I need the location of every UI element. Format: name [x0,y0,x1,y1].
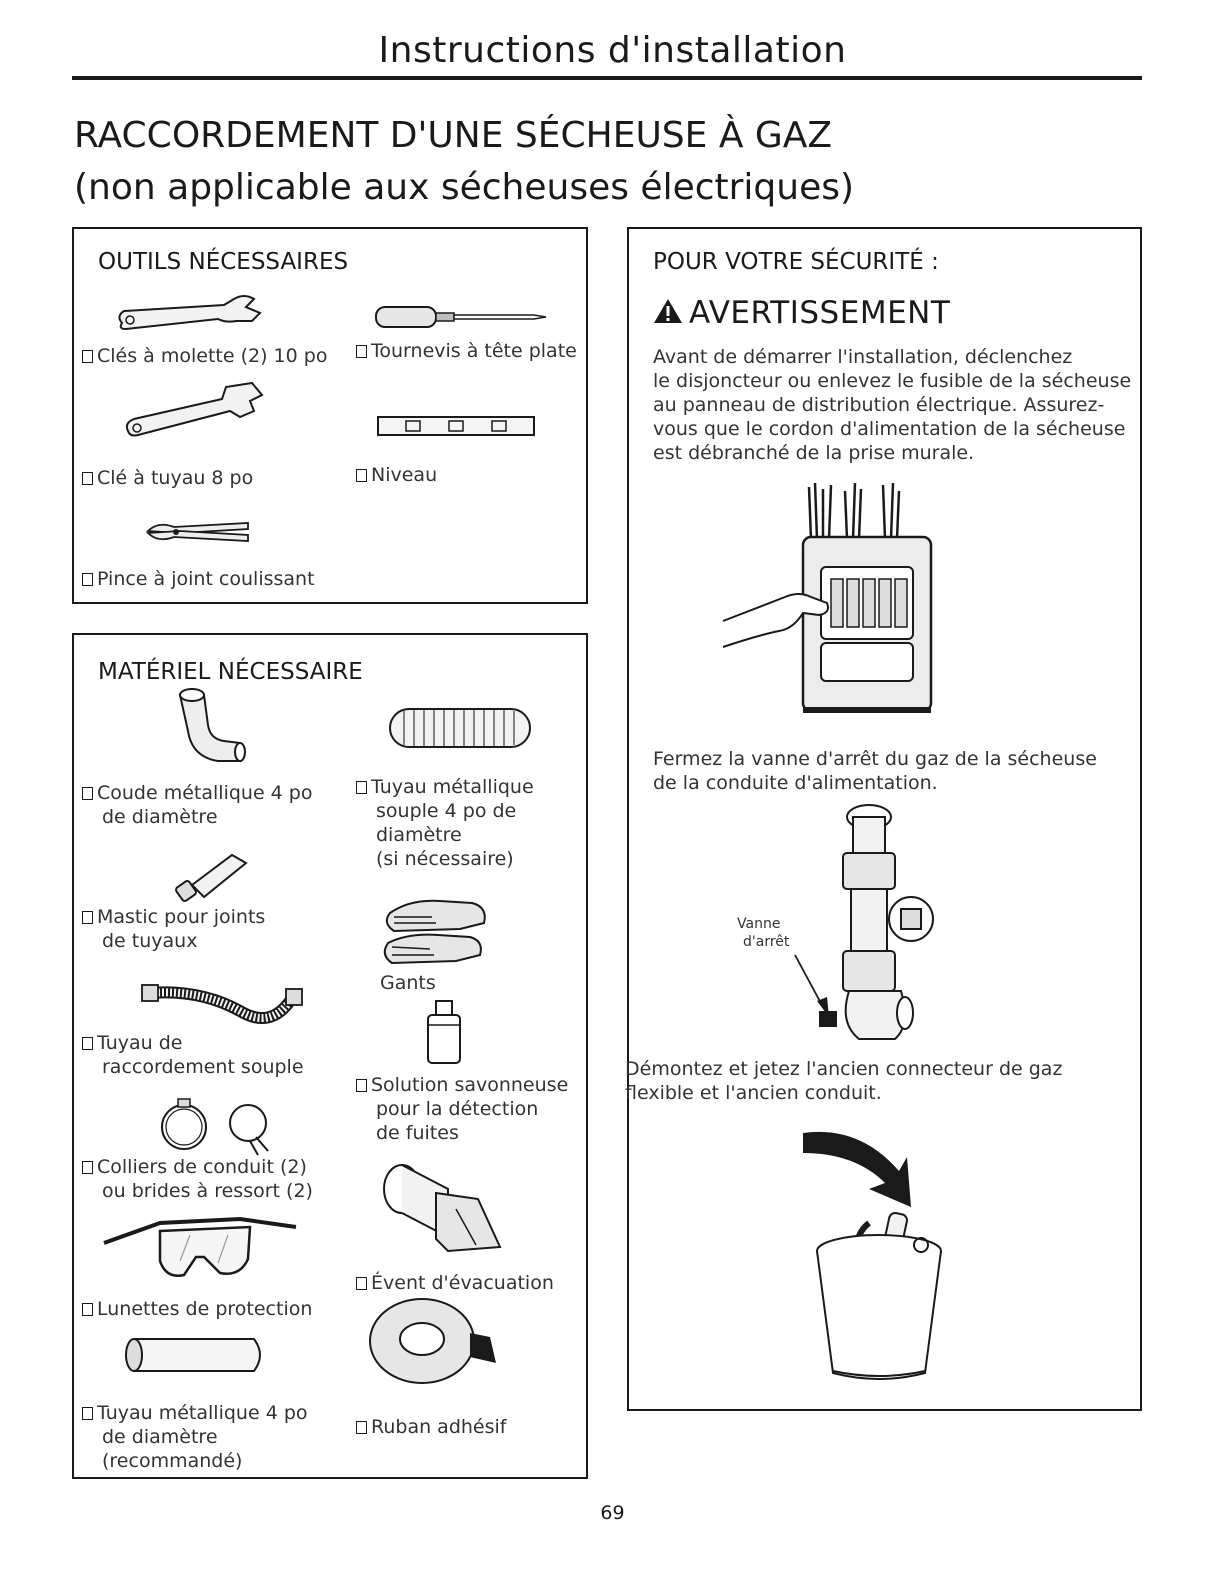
material-label: raccordement souple [102,1056,304,1078]
checkbox-icon [82,350,93,363]
breaker-panel-illustration [719,479,949,715]
flexible-duct-icon [380,703,540,753]
material-label: diamètre [376,824,462,846]
material-label: de tuyaux [102,930,198,952]
material-label: (recommandé) [102,1450,243,1472]
material-label: ou brides à ressort (2) [102,1180,313,1202]
material-label: de fuites [376,1122,459,1144]
material-item [356,1271,554,1295]
header-rule [72,76,1142,80]
material-label: Coude métallique 4 po [97,782,313,804]
material-item [82,781,313,829]
material-label: Solution savonneuse [371,1074,569,1096]
material-label: de diamètre [102,1426,218,1448]
tool-item [82,567,315,591]
tape-icon [364,1293,504,1389]
checkbox-icon [82,573,93,586]
page-header-title: Instructions d'installation [378,30,847,71]
safety-title: POUR VOTRE SÉCURITÉ : [653,249,939,275]
material-item [82,1031,304,1079]
material-label: (si nécessaire) [376,848,514,870]
warning-line: vous que le cordon d'alimentation de la sécheuse [653,418,1126,440]
warning-line: au panneau de distribution électrique. Assurez- [653,394,1105,416]
page-title-line1: RACCORDEMENT D'UNE SÉCHEUSE À GAZ [74,115,833,156]
material-label: souple 4 po de [376,800,517,822]
checkbox-icon [356,1079,367,1092]
material-item [356,1073,568,1145]
page-number: 69 [600,1502,625,1524]
valve-label [737,915,789,951]
checkbox-icon [82,1161,93,1174]
gas-valve-illustration [819,803,939,1053]
gas-line: de la conduite d'alimentation. [653,772,938,794]
material-label: Ruban adhésif [371,1416,507,1438]
level-icon [376,415,536,437]
tool-label: Pince à joint coulissant [97,568,315,590]
material-label: pour la détection [376,1098,539,1120]
checkbox-icon [356,345,367,358]
material-label: Mastic pour joints [97,906,266,928]
material-item [82,905,265,953]
page-title-line2: (non applicable aux sécheuses électriques) [74,167,855,208]
tool-label: Tournevis à tête plate [371,340,577,362]
checkbox-icon [356,1421,367,1434]
screwdriver-icon [374,305,549,329]
material-label: Colliers de conduit (2) [97,1156,307,1178]
checkbox-icon [356,469,367,482]
material-item [82,1155,313,1203]
gas-line: Fermez la vanne d'arrêt du gaz de la sécheuse [653,748,1097,770]
remove-line: flexible et l'ancien conduit. [625,1082,882,1104]
gloves-icon [380,893,496,975]
clamps-icon [152,1093,282,1163]
gas-valve-text [653,747,1097,795]
tool-item [82,466,253,490]
valve-label-line2: d'arrêt [743,934,790,950]
warning-text [653,345,1131,465]
valve-pointer-arrow [793,951,833,1021]
remove-line: Démontez et jetez l'ancien connecteur de gaz [625,1058,1063,1080]
warning-line: est débranché de la prise murale. [653,442,975,464]
material-label: Lunettes de protection [97,1298,313,1320]
sealant-tube-icon [174,847,254,903]
checkbox-icon [82,787,93,800]
material-label: Tuyau métallique 4 po [97,1402,308,1424]
warning-icon [653,297,683,325]
material-item [82,1297,312,1321]
warning-label: AVERTISSEMENT [689,295,951,331]
material-item [82,1401,308,1473]
trash-can-illustration [799,1127,959,1387]
material-label: Tuyau métallique [371,776,534,798]
checkbox-icon [82,1303,93,1316]
exhaust-vent-icon [378,1159,508,1259]
material-label: Évent d'évacuation [371,1272,554,1294]
tool-item [356,463,437,487]
checkbox-icon [82,472,93,485]
tools-title: OUTILS NÉCESSAIRES [98,249,349,275]
metal-pipe-icon [120,1335,270,1375]
safety-box [627,227,1142,1411]
remove-connector-text [625,1057,1062,1105]
tool-item [82,344,327,368]
valve-label-line1: Vanne [737,916,781,932]
checkbox-icon [82,911,93,924]
soap-bottle-icon [424,999,464,1067]
adjustable-wrench-icon [114,291,264,341]
tool-label: Niveau [371,464,438,486]
pipe-wrench-icon [122,381,272,441]
material-item [356,775,534,871]
tools-box [72,227,588,604]
warning-line: Avant de démarrer l'installation, déclenchez [653,346,1073,368]
materials-box [72,633,588,1479]
checkbox-icon [82,1037,93,1050]
material-item [380,971,436,995]
material-label: Tuyau de [97,1032,183,1054]
checkbox-icon [356,1277,367,1290]
tool-item [356,339,577,363]
tool-label: Clés à molette (2) 10 po [97,345,328,367]
warning-heading [653,295,950,331]
materials-title: MATÉRIEL NÉCESSAIRE [98,659,363,685]
tool-label: Clé à tuyau 8 po [97,467,254,489]
checkbox-icon [82,1407,93,1420]
pliers-icon [144,519,254,545]
material-item [356,1415,506,1439]
checkbox-icon [356,781,367,794]
warning-line: le disjoncteur ou enlevez le fusible de la sécheuse [653,370,1132,392]
elbow-icon [170,685,250,765]
material-label: de diamètre [102,806,218,828]
material-label: Gants [380,972,436,994]
page-title [74,110,854,214]
safety-glasses-icon [100,1213,300,1283]
